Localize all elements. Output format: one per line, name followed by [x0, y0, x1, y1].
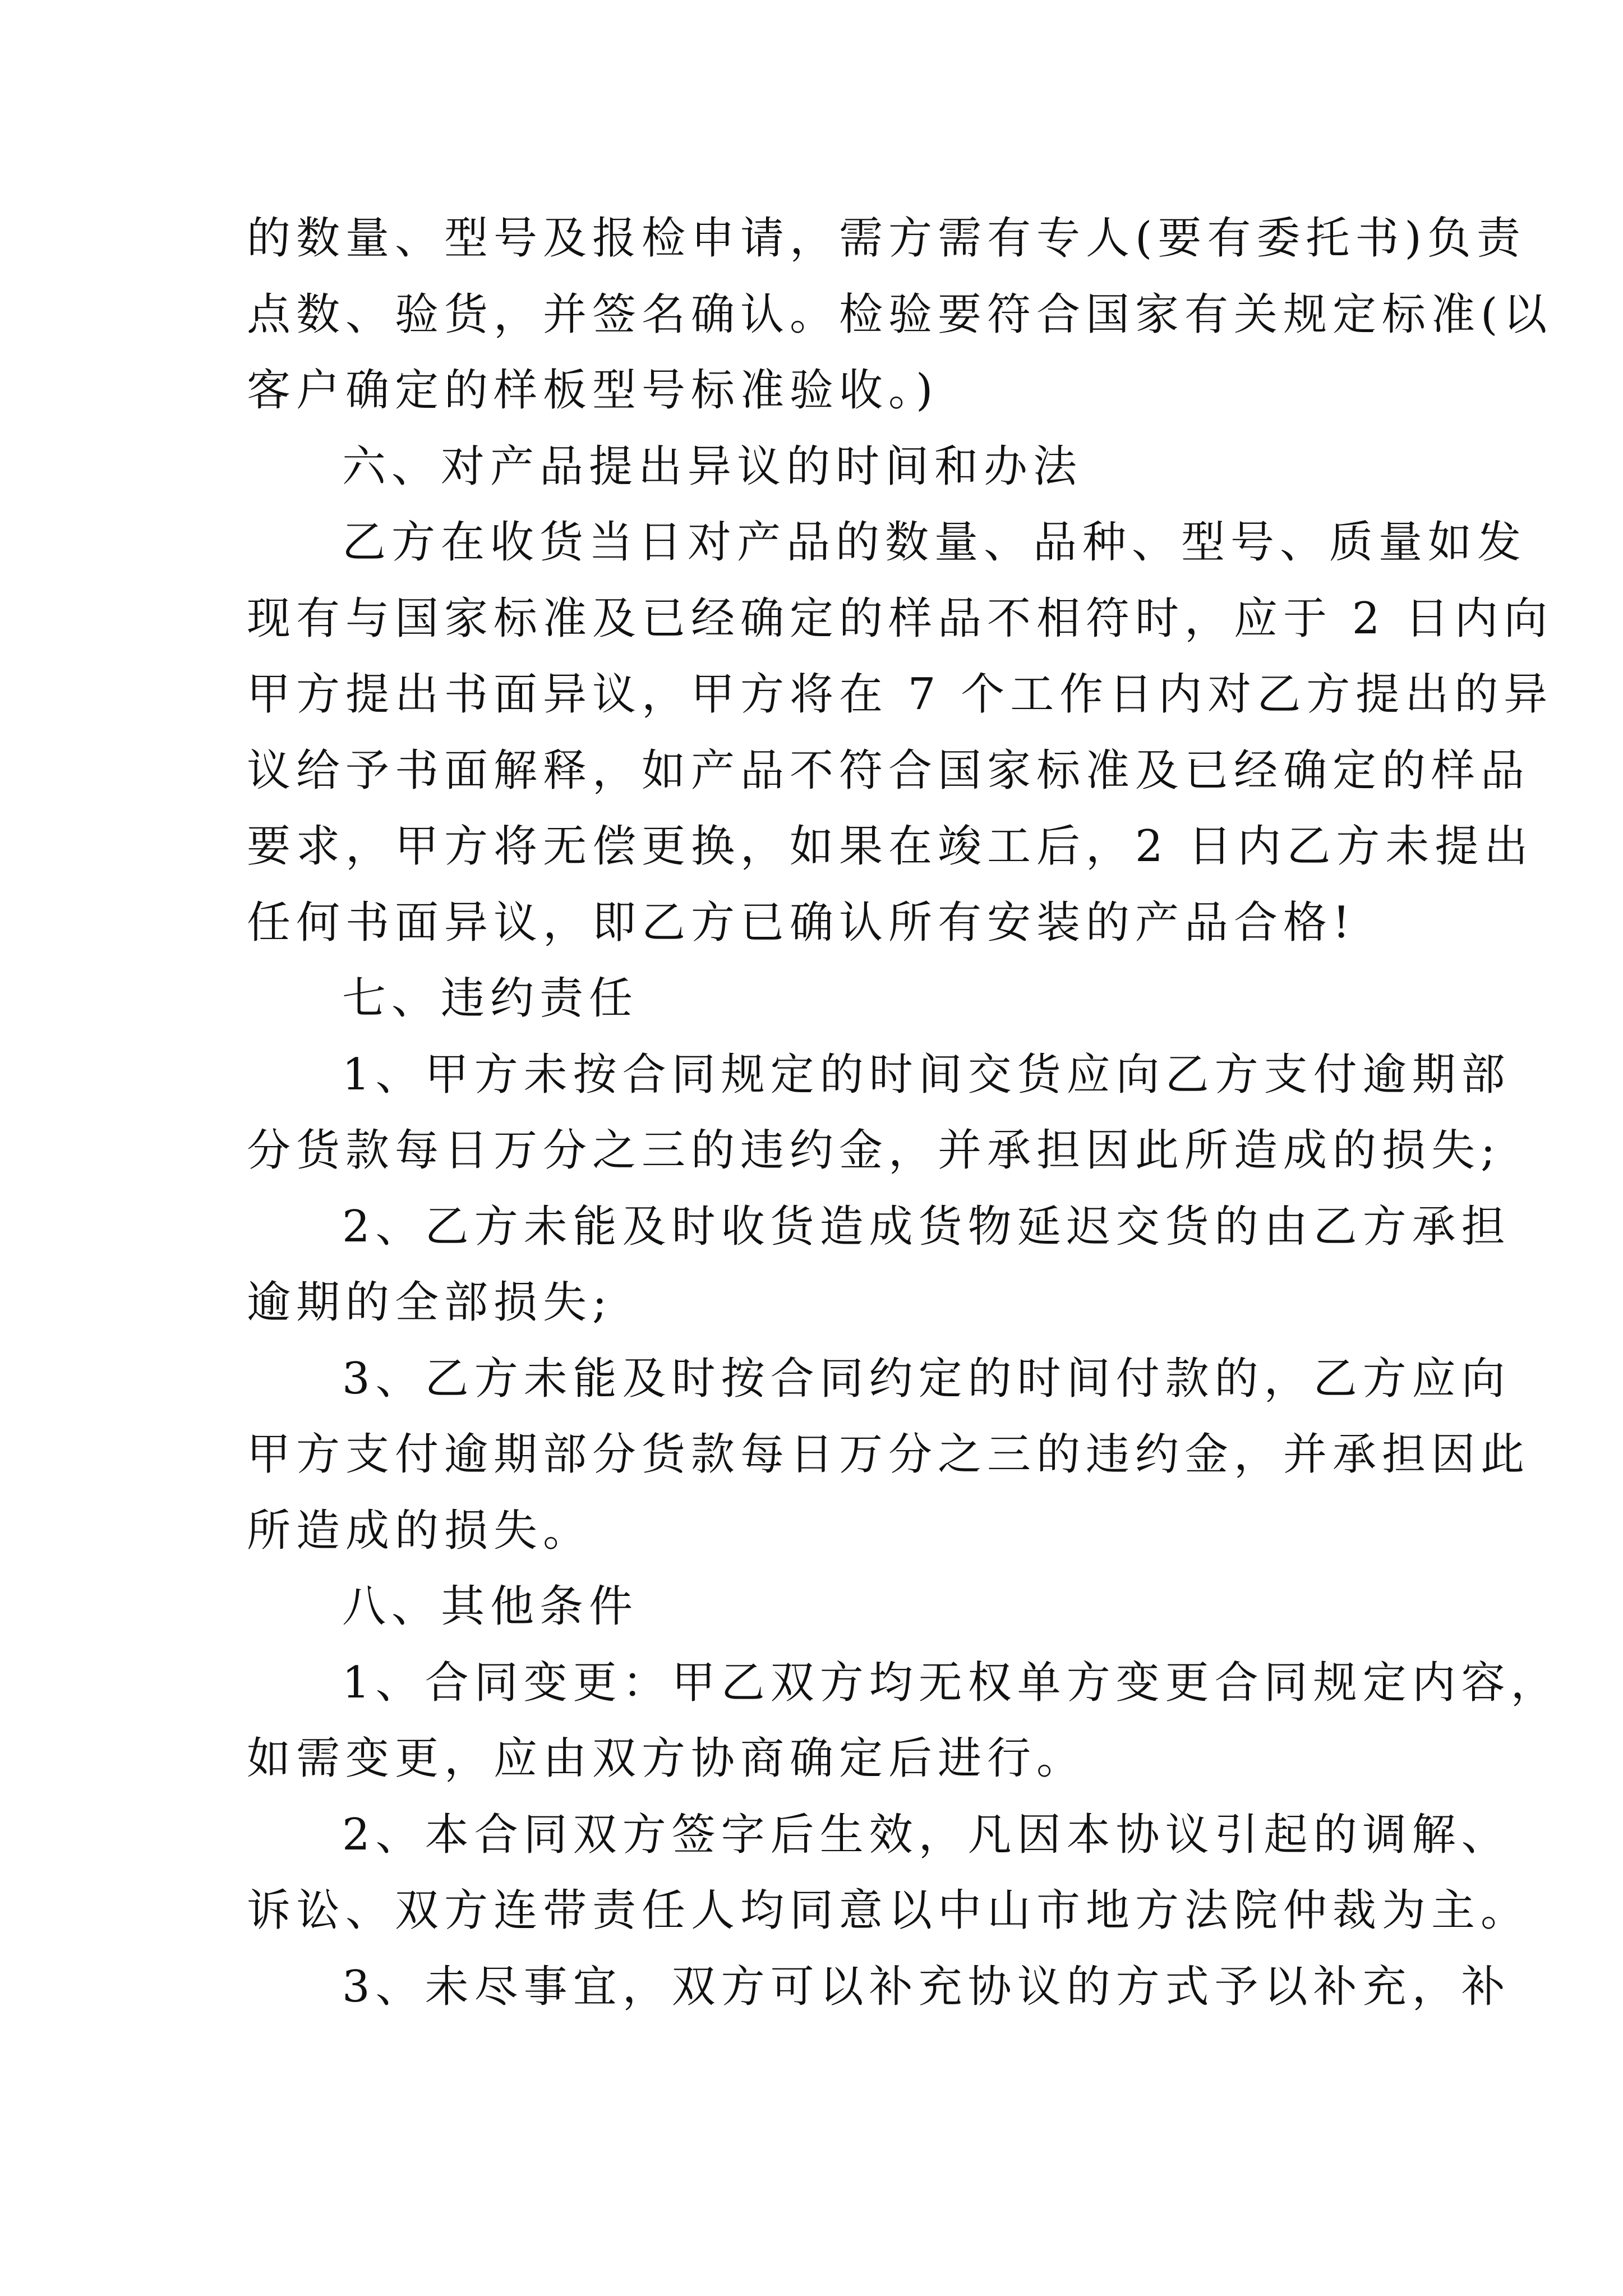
text-line: 现有与国家标准及已经确定的样品不相符时，应于 2 日内向 — [247, 593, 1553, 644]
text-line: 所造成的损失。 — [247, 1505, 593, 1556]
text-line: 如需变更，应由双方协商确定后进行。 — [247, 1733, 1086, 1784]
clause-8-1: 1、合同变更：甲乙双方均无权单方变更合同规定内容， — [342, 1657, 1560, 1708]
text-line: 分货款每日万分之三的违约金，并承担因此所造成的损失; — [247, 1125, 1501, 1176]
clause-8-2: 2、本合同双方签字后生效，凡因本协议引起的调解、 — [342, 1809, 1511, 1860]
text-line: 诉讼、双方连带责任人均同意以中山市地方法院仲裁为主。 — [247, 1885, 1530, 1936]
text-line: 甲方提出书面异议，甲方将在 7 个工作日内对乙方提出的异 — [247, 669, 1553, 720]
clause-7-2: 2、乙方未能及时收货造成货物延迟交货的由乙方承担 — [342, 1201, 1511, 1252]
text-line: 的数量、型号及报检申请，需方需有专人(要有委托书)负责 — [247, 213, 1526, 264]
clause-8-3: 3、未尽事宜，双方可以补充协议的方式予以补充，补 — [342, 1961, 1511, 2012]
text-line: 乙方在收货当日对产品的数量、品种、型号、质量如发 — [342, 517, 1527, 568]
clause-7-3: 3、乙方未能及时按合同约定的时间付款的，乙方应向 — [342, 1353, 1511, 1404]
clause-7-1: 1、甲方未按合同规定的时间交货应向乙方支付逾期部 — [342, 1049, 1511, 1100]
contract-body-text — [247, 201, 1560, 2025]
text-line: 要求，甲方将无偿更换，如果在竣工后，2 日内乙方未提出 — [247, 821, 1534, 872]
section-heading-6: 六、对产品提出异议的时间和办法 — [342, 441, 1083, 492]
text-line: 点数、验货，并签名确认。检验要符合国家有关规定标准(以 — [247, 289, 1553, 340]
text-line: 甲方支付逾期部分货款每日万分之三的违约金，并承担因此 — [247, 1429, 1530, 1480]
text-line: 任何书面异议，即乙方已确认所有安装的产品合格! — [247, 897, 1356, 948]
text-line: 议给予书面解释，如产品不符合国家标准及已经确定的样品 — [247, 745, 1530, 796]
text-line: 客户确定的样板型号标准验收。) — [247, 365, 939, 416]
text-line: 逾期的全部损失; — [247, 1277, 613, 1328]
section-heading-7: 七、违约责任 — [342, 973, 639, 1024]
section-heading-8: 八、其他条件 — [342, 1581, 639, 1632]
